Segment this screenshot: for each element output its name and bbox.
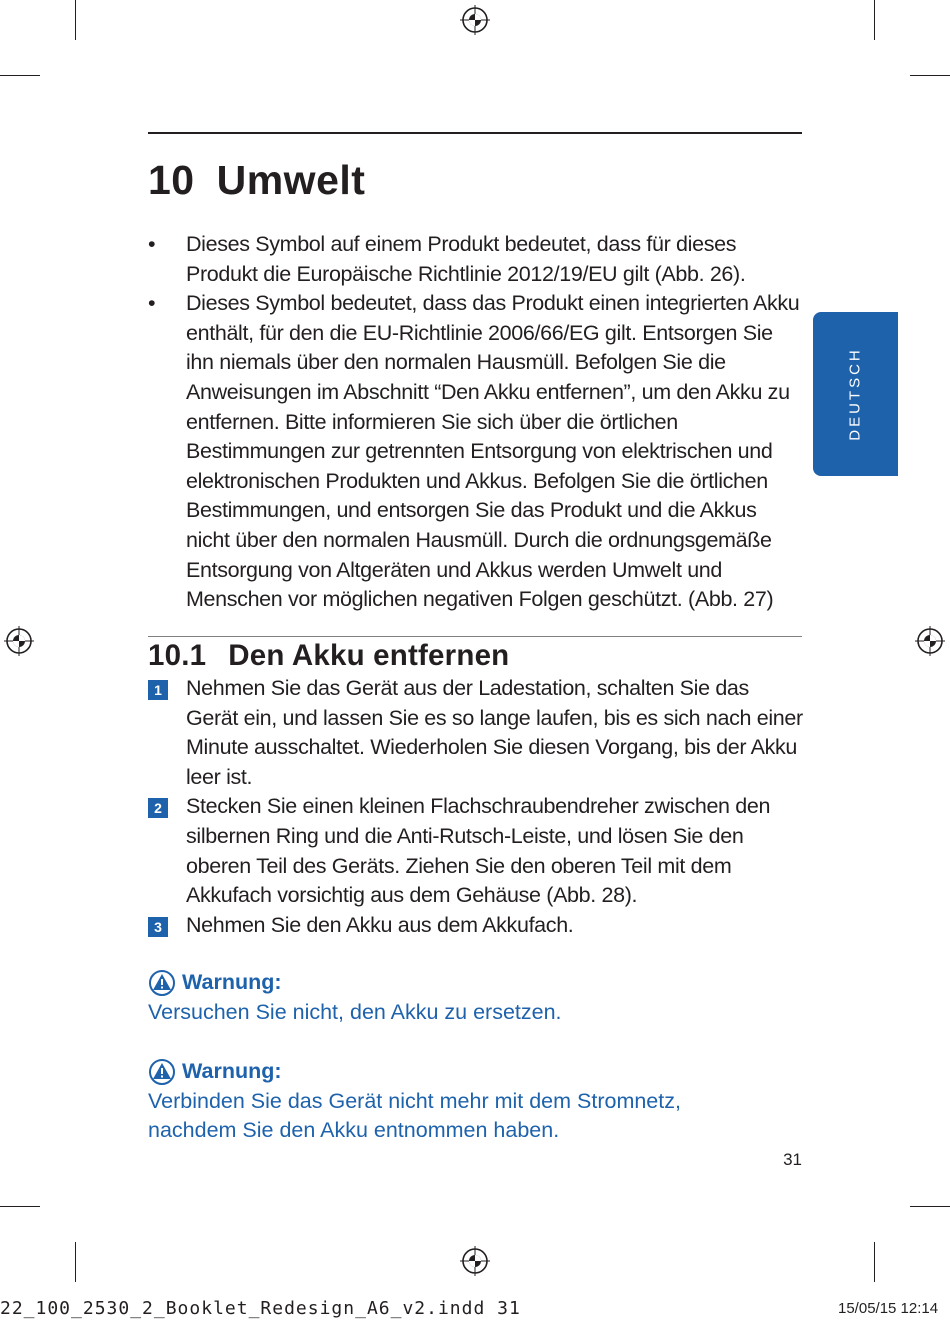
step-number-badge: 3 bbox=[148, 917, 168, 937]
language-tab-label: DEUTSCH bbox=[846, 347, 864, 441]
list-item bbox=[148, 289, 804, 615]
warning-triangle-icon bbox=[148, 1059, 176, 1085]
step-number-badge: 1 bbox=[148, 680, 168, 700]
registration-mark-icon bbox=[4, 626, 34, 656]
bullet-text: Dieses Symbol auf einem Produkt bedeutet, dass für dieses Produkt die Europäische Richtlinie 2012/19/EU gilt (Abb. 26). bbox=[186, 232, 746, 286]
print-slug-filename: 22_100_2530_2_Booklet_Redesign_A6_v2.indd 31 bbox=[0, 1298, 521, 1319]
section-title-text: Den Akku entfernen bbox=[228, 639, 510, 672]
crop-mark bbox=[910, 75, 950, 76]
warning-title bbox=[148, 1057, 708, 1087]
crop-mark bbox=[75, 0, 76, 40]
warning-title bbox=[148, 968, 708, 998]
print-slug-timestamp: 15/05/15 12:14 bbox=[838, 1300, 939, 1317]
bullet-icon: • bbox=[148, 232, 156, 256]
chapter-title bbox=[148, 154, 365, 206]
crop-mark bbox=[0, 75, 40, 76]
step-text: Nehmen Sie das Gerät aus der Ladestation, schalten Sie das Gerät ein, und lassen Sie es so lange laufen, bis es sich nach einer Minute ausschaltet. Wiederholen Sie diesen Vorgang, bis der Akku leer ist. bbox=[186, 676, 803, 789]
list-item bbox=[148, 911, 806, 941]
chapter-title-text: Umwelt bbox=[216, 157, 366, 203]
warning-title-text: Warnung: bbox=[182, 1059, 282, 1083]
crop-mark bbox=[75, 1242, 76, 1282]
section-title bbox=[148, 636, 509, 676]
warning-triangle-icon bbox=[148, 970, 176, 996]
top-rule bbox=[148, 132, 802, 134]
page-number: 31 bbox=[783, 1150, 802, 1169]
warning-text: Versuchen Sie nicht, den Akku zu ersetzen. bbox=[148, 999, 562, 1024]
bullet-text: Dieses Symbol bedeutet, dass das Produkt einen integrierten Akku enthält, für den die EU-Richtlinie 2006/66/EG gilt. Entsorgen Sie ihn niemals über den normalen Hausmüll. Befolgen Sie die Anweisungen im Abschnitt “Den Akku entfernen”, um den Akku zu entfernen. Bitte informieren Sie sich über die örtlichen Bestimmungen zur getrennten Entsorgung von elektrischen und elektronischen Produkten und Akkus. Befolgen Sie die örtlichen Bestimmungen, und entsorgen Sie das Produkt und die Akkus nicht über den normalen Hausmüll. Durch die ordnungsgemäße Entsorgung von Altgeräten und Akkus werden Umwelt und Menschen vor möglichen negativen Folgen geschützt. (Abb. 27) bbox=[186, 291, 800, 612]
crop-mark bbox=[874, 1242, 875, 1282]
intro-bullet-list bbox=[148, 230, 804, 615]
warning-block bbox=[148, 968, 708, 1027]
crop-mark bbox=[874, 0, 875, 40]
registration-mark-icon bbox=[460, 5, 490, 35]
step-list bbox=[148, 674, 806, 940]
crop-mark bbox=[910, 1206, 950, 1207]
registration-mark-icon bbox=[915, 626, 945, 656]
list-item bbox=[148, 792, 806, 910]
language-tab bbox=[813, 312, 898, 476]
section-number: 10.1 bbox=[148, 639, 207, 672]
crop-mark bbox=[0, 1206, 40, 1207]
list-item bbox=[148, 230, 804, 289]
step-number-badge: 2 bbox=[148, 798, 168, 818]
warning-title-text: Warnung: bbox=[182, 970, 282, 994]
chapter-number: 10 bbox=[148, 157, 195, 203]
warning-text: Verbinden Sie das Gerät nicht mehr mit dem Stromnetz, nachdem Sie den Akku entnommen haben. bbox=[148, 1088, 681, 1143]
registration-mark-icon bbox=[460, 1246, 490, 1276]
list-item bbox=[148, 674, 806, 792]
step-text: Nehmen Sie den Akku aus dem Akkufach. bbox=[186, 912, 574, 937]
step-text: Stecken Sie einen kleinen Flachschraubendreher zwischen den silbernen Ring und die Anti-Rutsch-Leiste, und lösen Sie den oberen Teil des Geräts. Ziehen Sie den oberen Teil mit dem Akkufach vorsichtig aus dem Gehäuse (Abb. 28). bbox=[186, 794, 771, 908]
bullet-icon: • bbox=[148, 291, 156, 316]
warning-block bbox=[148, 1057, 708, 1146]
